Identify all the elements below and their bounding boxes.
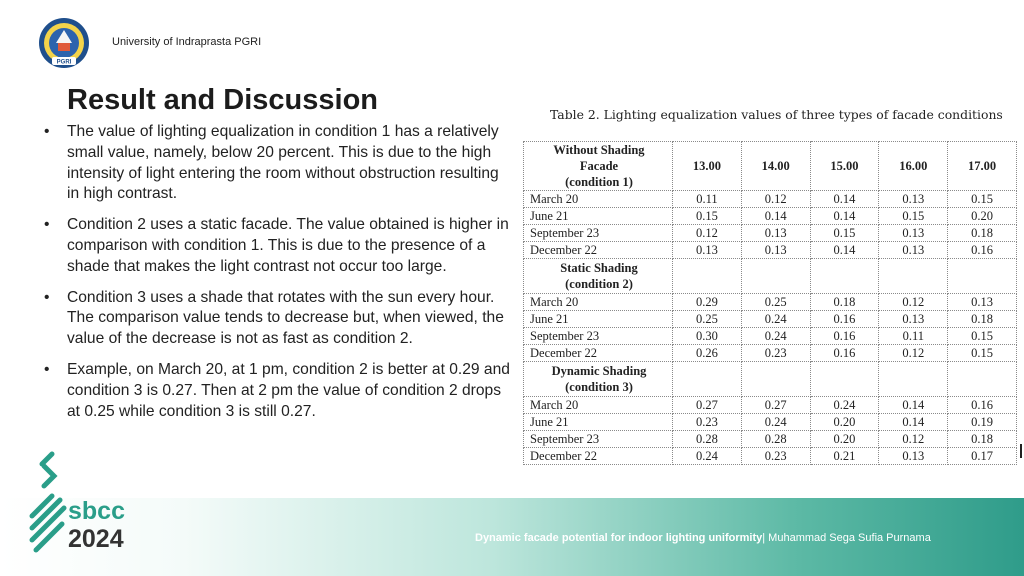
bullet-list: [44, 122, 510, 432]
table-row: March 20 0.11 0.12 0.14 0.13 0.15: [524, 191, 1017, 208]
bullet-dot-icon: •: [44, 123, 50, 140]
lighting-table-figure: [520, 104, 1020, 496]
hour-header: 14.00: [741, 142, 810, 191]
event-year: 2024: [68, 525, 124, 553]
edge-marker: [1020, 444, 1022, 458]
footer-topic: Dynamic facade potential for indoor lighting uniformity: [475, 532, 763, 544]
slide-title: Result and Discussion: [67, 84, 379, 116]
group-title: Static Shading (condition 2): [524, 259, 673, 294]
hour-header: 15.00: [810, 142, 879, 191]
table-row: September 23 0.30 0.24 0.16 0.11 0.15: [524, 328, 1017, 345]
table-row: June 21 0.25 0.24 0.16 0.13 0.18: [524, 311, 1017, 328]
bullet-item: • Condition 3 uses a shade that rotates with the sun every hour. The comparison value tends to decrease but, when viewed, the value of the decrease is not as fast as condition 2.: [44, 288, 504, 348]
table-row: December 22 0.13 0.13 0.14 0.13 0.16: [524, 242, 1017, 259]
footer-caption: [475, 532, 931, 544]
table-caption: Table 2. Lighting equalization values of three types of facade conditions: [550, 107, 1003, 122]
table-row: December 22 0.26 0.23 0.16 0.12 0.15: [524, 345, 1017, 362]
table-row: September 23 0.12 0.13 0.15 0.13 0.18: [524, 225, 1017, 242]
hour-header: 16.00: [879, 142, 948, 191]
bullet-dot-icon: •: [44, 216, 50, 234]
footer-author: Muhammad Sega Sufia Purnama: [768, 532, 931, 544]
university-name: University of Indraprasta PGRI: [112, 36, 262, 48]
table-row: June 21 0.15 0.14 0.14 0.15 0.20: [524, 208, 1017, 225]
group-title: Without Shading Facade (condition 1): [524, 142, 673, 191]
table-group-row: [524, 362, 1017, 397]
footer-separator: |: [762, 532, 769, 544]
bullet-dot-icon: •: [44, 288, 50, 306]
logo-text: PGRI: [56, 59, 72, 66]
table-row: June 21 0.23 0.24 0.20 0.14 0.19: [524, 414, 1017, 431]
bullet-item: • Condition 2 uses a static facade. The value obtained is higher in comparison with condition 1. This is due to the presence of a shade that makes the light contrast not occur too large.: [44, 216, 509, 275]
table-row: March 20 0.29 0.25 0.18 0.12 0.13: [524, 294, 1017, 311]
group-title: Dynamic Shading (condition 3): [524, 362, 673, 397]
hour-header: 17.00: [948, 142, 1017, 191]
table-row: September 23 0.28 0.28 0.20 0.12 0.18: [524, 431, 1017, 448]
bullet-item: • The value of lighting equalization in condition 1 has a relatively small value, namely, below 20 percent. This is due to the high intensity of light entering the room without obstruction resulting in high contrast.: [44, 123, 499, 203]
table-group-row: [524, 259, 1017, 294]
table-row: March 20 0.27 0.27 0.24 0.14 0.16: [524, 397, 1017, 414]
table-header-row: [524, 142, 1017, 191]
hour-header: 13.00: [673, 142, 742, 191]
bullet-dot-icon: •: [44, 360, 50, 378]
bullet-item: • Example, on March 20, at 1 pm, condition 2 is better at 0.29 and condition 3 is 0.27. Then at 2 pm the value of condition 2 drops at 0.25 while condition 3 is still 0.27.: [44, 360, 510, 420]
event-name: sbcc: [68, 497, 125, 525]
table-row: December 22 0.24 0.23 0.21 0.13 0.17: [524, 448, 1017, 465]
lighting-table: [523, 141, 1017, 465]
university-logo: [38, 17, 90, 69]
